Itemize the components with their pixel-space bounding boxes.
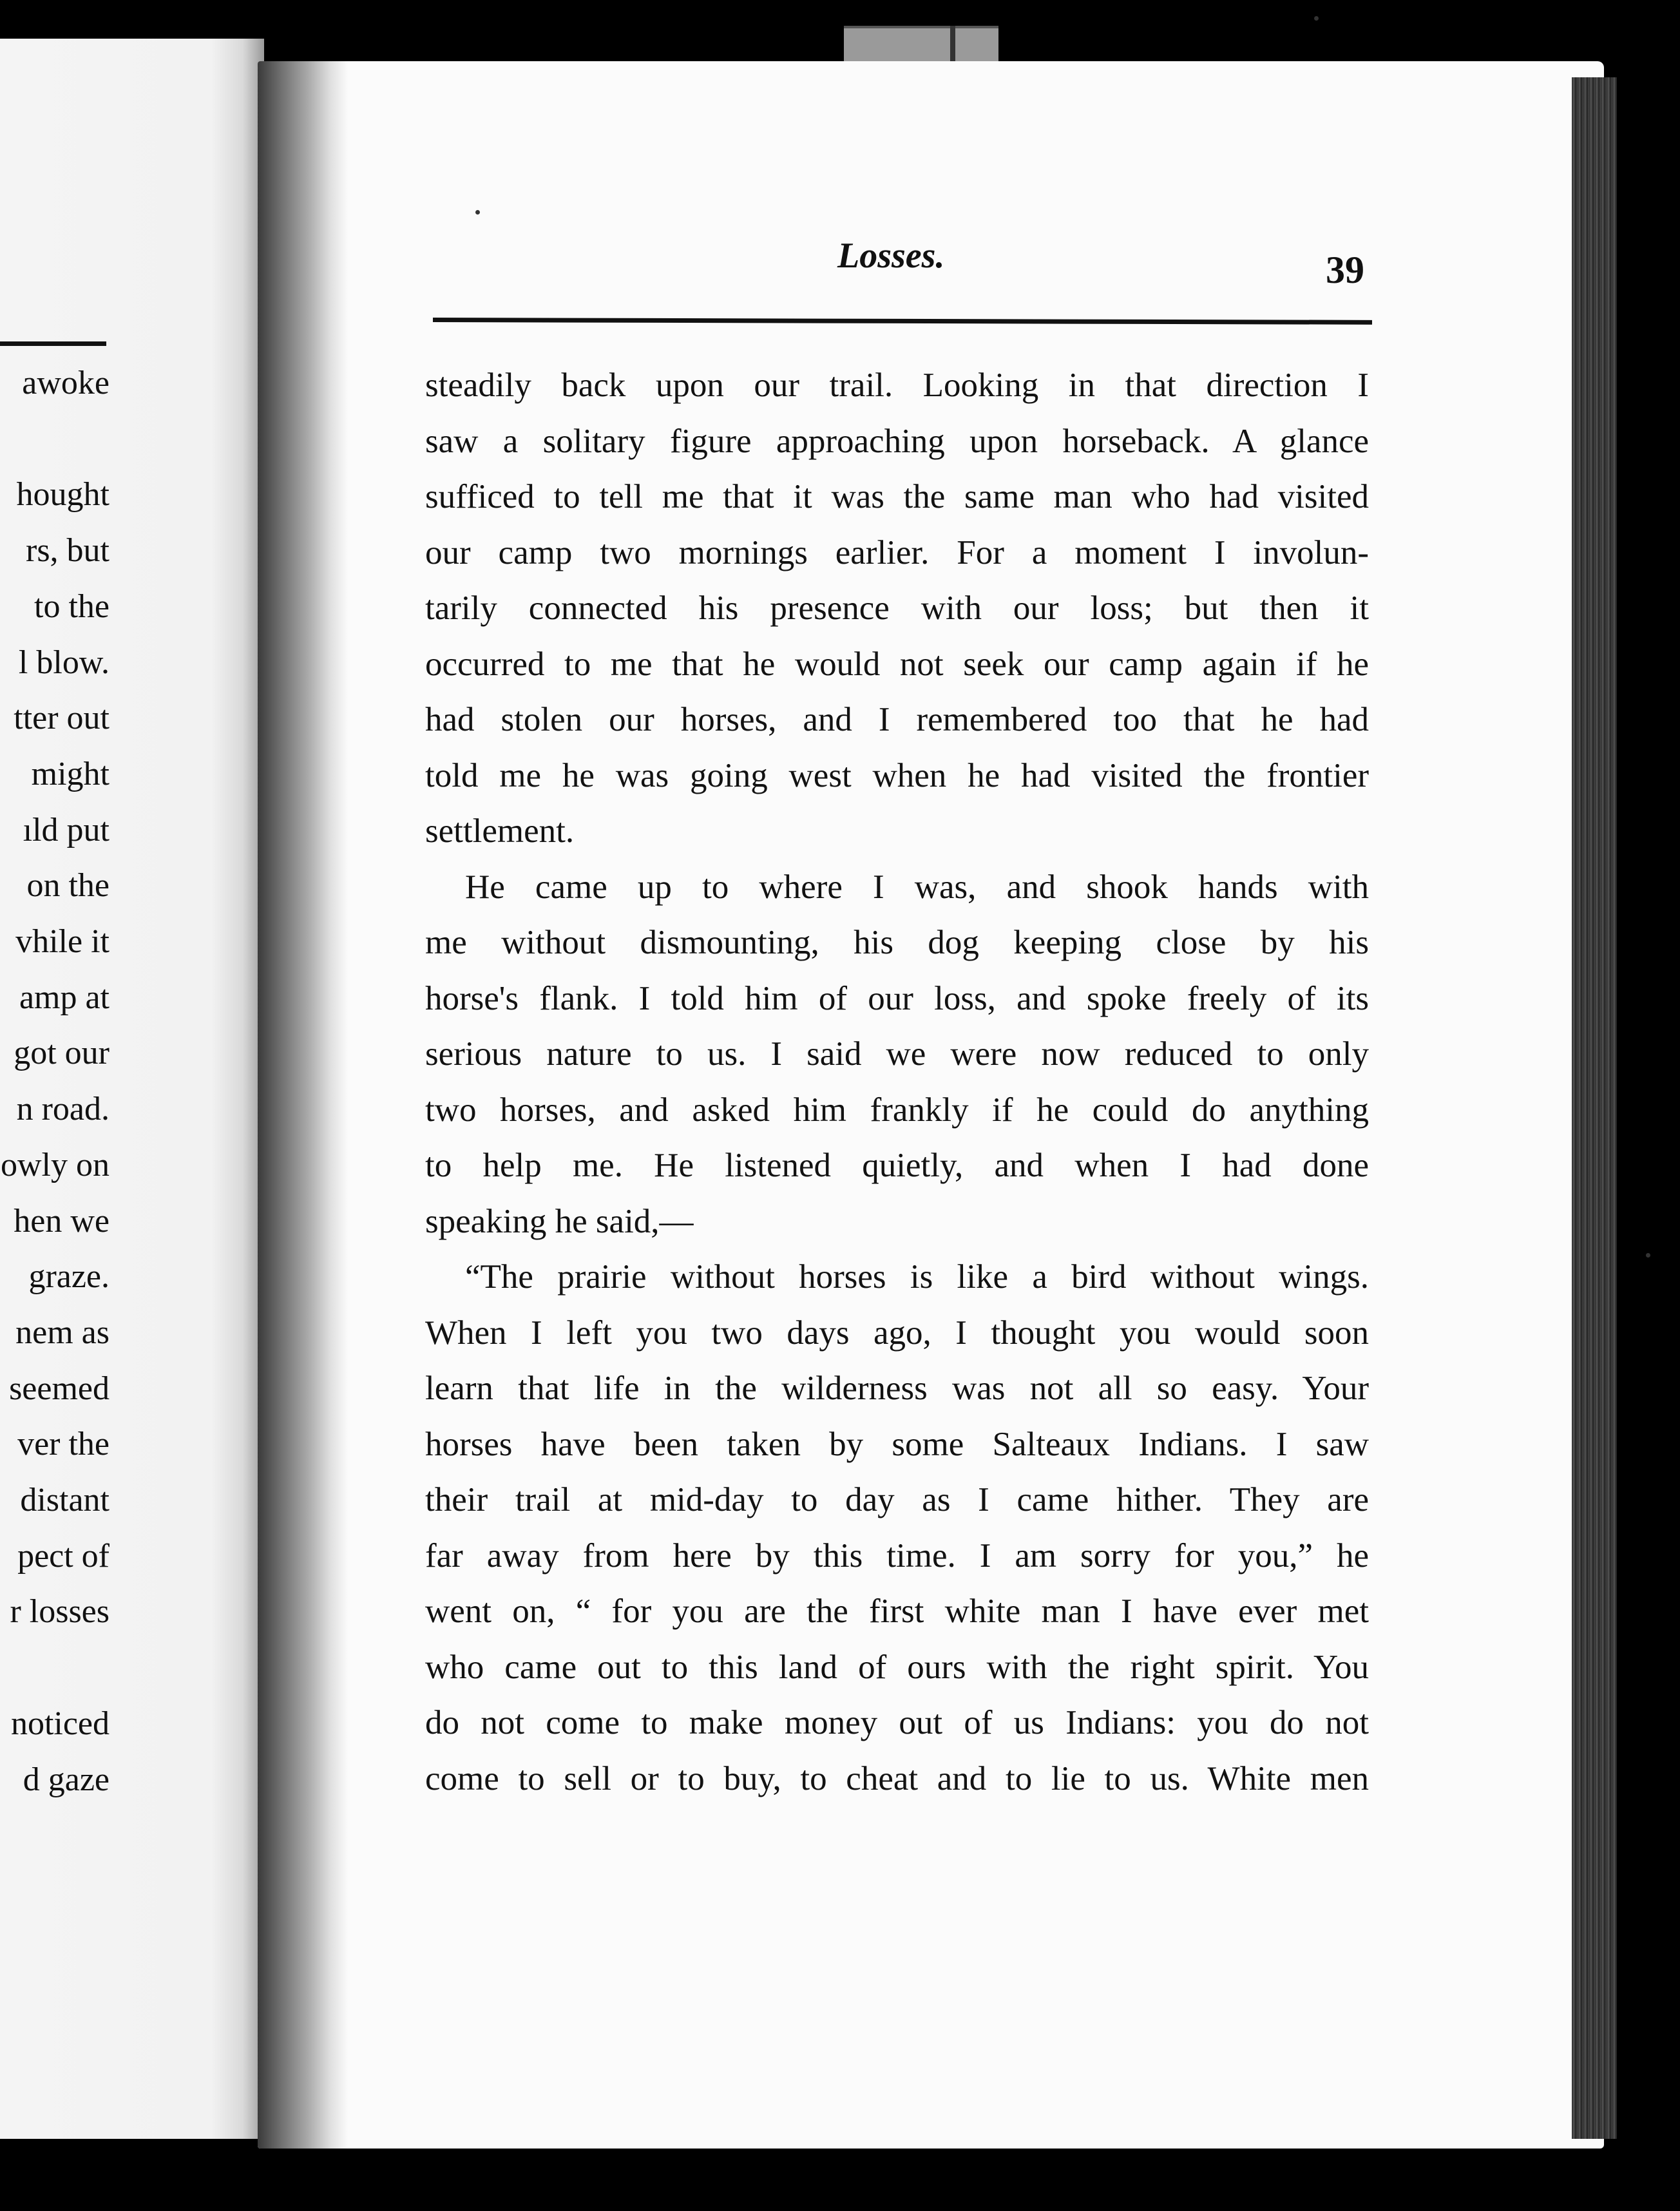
body-line: horses have been taken by some Salteaux Indians. I saw [425,1425,1369,1463]
left-page-line: n road. [16,1091,110,1128]
body-line: saw a solitary figure approaching upon horseback. A glance [425,422,1369,460]
left-page-line: to the [34,588,110,625]
left-page-line: distant [20,1482,110,1518]
body-line: speaking he said,— [425,1202,694,1240]
body-line: He came up to where I was, and shook hands with [465,868,1369,906]
body-line: serious nature to us. I said we were now reduced to only [425,1035,1369,1073]
left-page-line: hen we [14,1202,110,1240]
body-line: their trail at mid-day to day as I came hither. They are [425,1481,1369,1518]
body-line: occurred to me that he would not seek our camp again if he [425,645,1369,683]
body-line: do not come to make money out of us Indians: you do not [425,1704,1369,1741]
body-line: had stolen our horses, and I remembered too that he had [425,701,1369,738]
left-page-line: got our [14,1035,110,1072]
left-page [0,39,264,2139]
left-page-line: might [31,755,110,792]
body-line: far away from here by this time. I am sorry for you,” he [425,1536,1369,1574]
left-page-line: on the [26,867,110,905]
body-line: tarily connected his presence with our loss; but then it [425,589,1369,627]
gutter-shadow [258,61,348,2149]
speck [475,210,480,215]
body-line: to help me. He listened quietly, and when I had done [425,1147,1369,1184]
left-page-line: awoke [22,365,110,401]
left-page-line: graze. [28,1258,110,1296]
speck [1314,16,1319,21]
left-page-line: vhile it [15,923,110,960]
left-page-line: tter out [14,700,110,737]
body-line: steadily back upon our trail. Looking in that direction I [425,367,1369,404]
page-fore-edge [1572,77,1617,2139]
body-line: told me he was going west when he had visited the frontier [425,756,1369,794]
left-page-line: seemed [9,1370,110,1407]
body-line: sufficed to tell me that it was the same man who had visited [425,478,1369,515]
page-number: 39 [1326,249,1364,291]
left-page-line: hought [16,476,110,513]
left-page-line: owly on [1,1146,110,1183]
speck [1646,1253,1650,1258]
body-line: settlement. [425,812,575,850]
left-page-head-rule [0,341,106,346]
left-page-line: noticed [10,1705,110,1742]
body-text [425,358,1369,1806]
left-page-line: amp at [19,979,110,1016]
left-page-line: pect of [17,1537,110,1574]
left-page-line: l blow. [18,644,110,681]
left-page-line: d gaze [23,1761,110,1798]
left-page-line: ıld put [23,811,110,848]
body-line: horse's flank. I told him of our loss, and spoke freely of its [425,979,1369,1017]
body-line: who came out to this land of ours with the right spirit. You [425,1648,1369,1686]
running-head: Losses. [837,236,945,276]
body-line: learn that life in the wilderness was not all so easy. Your [425,1370,1369,1407]
body-line: “The prairie without horses is like a bird without wings. [465,1258,1369,1296]
left-page-line: nem as [15,1314,110,1351]
body-line: two horses, and asked him frankly if he could do anything [425,1091,1369,1129]
left-page-line: rs, but [26,532,110,570]
body-line: went on, “ for you are the first white man I have ever met [425,1593,1369,1630]
body-line: our camp two mornings earlier. For a moment I involun- [425,533,1369,571]
left-page-line: r losses [10,1593,110,1631]
body-line: me without dismounting, his dog keeping close by his [425,924,1369,961]
body-line: come to sell or to buy, to cheat and to lie to us. White men [425,1759,1369,1797]
body-line: When I left you two days ago, I thought you would soon [425,1314,1369,1352]
left-page-line: ver the [17,1426,110,1463]
